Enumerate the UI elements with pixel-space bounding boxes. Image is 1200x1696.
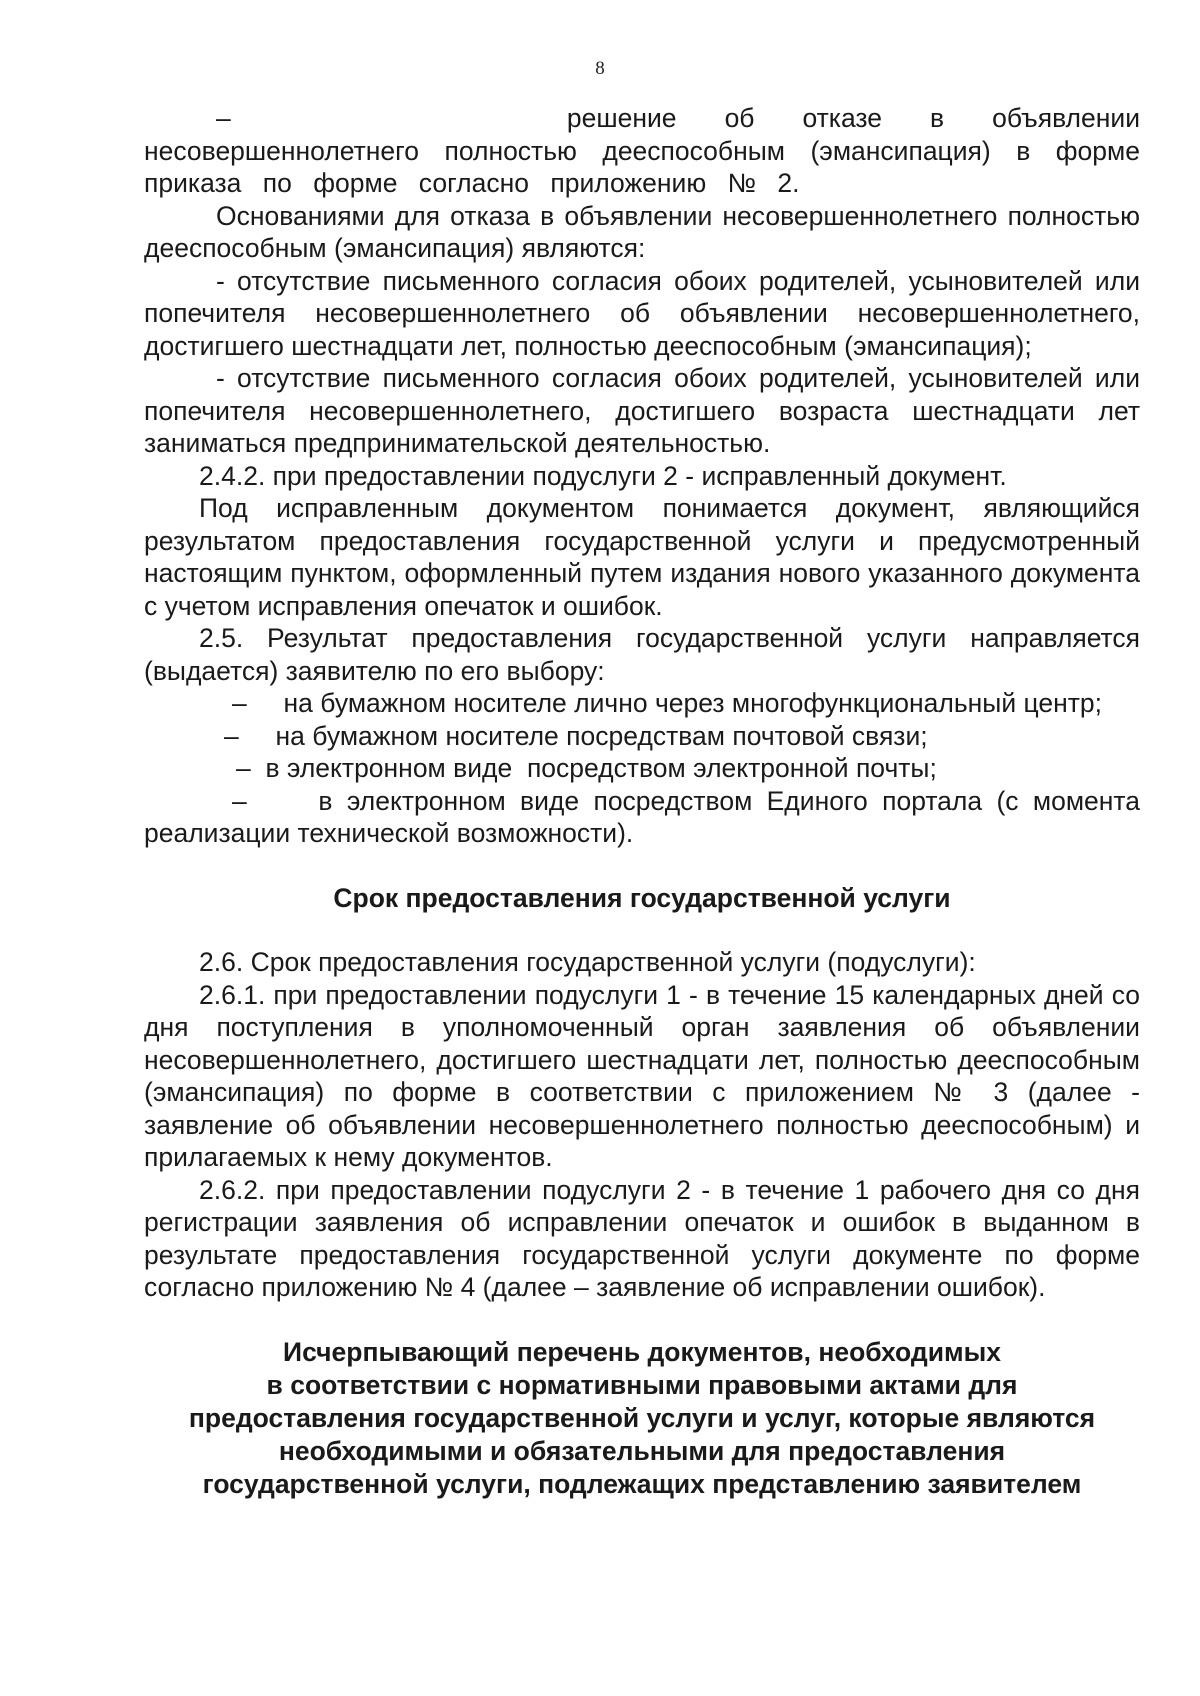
list-item-no-consent-emancipation: - отсутствие письменного согласия обоих родителей, усыновителей или попечителя несовершеннолетнего об объявлении несовершеннолетнего, достигшего шестнадцати лет, полностью дееспособным (эмансипация); bbox=[144, 265, 1140, 361]
heading-line: предоставления государственной услуги и услуг, которые являются bbox=[188, 1402, 1096, 1433]
list-item-electronic-portal: – в электронном виде посредством Единого портала (с момента реализации технической возможности). bbox=[144, 785, 1140, 848]
paragraph-2-4-2: 2.4.2. при предоставлении подуслуги 2 - исправленный документ. bbox=[199, 460, 1007, 491]
paragraph-2-6-1: 2.6.1. при предоставлении подуслуги 1 - в течение 15 календарных дней со дня поступления в уполномоченный орган заявления об объявлении несовершеннолетнего, достигшего шестнадцати лет, полностью дееспособным (эмансипация) по форме в соответствии с приложением № 3 (далее - заявление об объявлении несовершеннолетнего полностью дееспособным) и прилагаемых к нему документов. bbox=[144, 979, 1140, 1172]
section-heading-documents bbox=[144, 1336, 1140, 1501]
paragraph-corrected-document: Под исправленным документом понимается документ, являющийся результатом предоставления государственной услуги и предусмотренный настоящим пунктом, оформленный путем издания нового указанного документа с учетом исправления опечаток и ошибок. bbox=[144, 493, 1140, 621]
list-item-paper-mfc: – на бумажном носителе лично через многофункциональный центр; bbox=[232, 688, 1103, 718]
list-item-paper-post: – на бумажном носителе посредствам почтовой связи; bbox=[224, 720, 928, 751]
page-number: 8 bbox=[595, 58, 605, 79]
heading-line: Исчерпывающий перечень документов, необходимых bbox=[283, 1336, 1001, 1367]
paragraph-2-5: 2.5. Результат предоставления государственной услуги направляется (выдается) заявителю по его выбору: bbox=[144, 623, 1140, 686]
section-heading-term: Срок предоставления государственной услуги bbox=[333, 882, 951, 913]
heading-line: в соответствии с нормативными правовыми актами для bbox=[266, 1369, 1018, 1400]
list-item-no-consent-business: - отсутствие письменного согласия обоих родителей, усыновителей или попечителя несовершеннолетнего, достигшего возраста шестнадцати лет заниматься предпринимательской деятельностью. bbox=[144, 363, 1140, 458]
document-body bbox=[144, 102, 1140, 1501]
paragraph-refusal-decision: – решение об отказе в объявлении несовершеннолетнего полностью дееспособным (эмансипация) в форме приказа по форме согласно приложению № 2. bbox=[144, 103, 1140, 198]
paragraph-2-6-2: 2.6.2. при предоставлении подуслуги 2 - в течение 1 рабочего дня со дня регистрации заявления об исправлении опечаток и ошибок в выданном в результате предоставления государственной услуги документе по форме согласно приложению № 4 (далее – заявление об исправлении ошибок). bbox=[144, 1174, 1140, 1302]
paragraph-2-6: 2.6. Срок предоставления государственной услуги (подуслуги): bbox=[199, 947, 976, 977]
list-item-electronic-email: – в электронном виде посредством электронной почты; bbox=[236, 753, 937, 783]
paragraph-refusal-grounds: Основаниями для отказа в объявлении несовершеннолетнего полностью дееспособным (эмансипация) являются: bbox=[144, 200, 1140, 263]
heading-line: государственной услуги, подлежащих представлению заявителем bbox=[202, 1468, 1082, 1499]
heading-line: необходимыми и обязательными для предоставления bbox=[278, 1435, 1006, 1466]
